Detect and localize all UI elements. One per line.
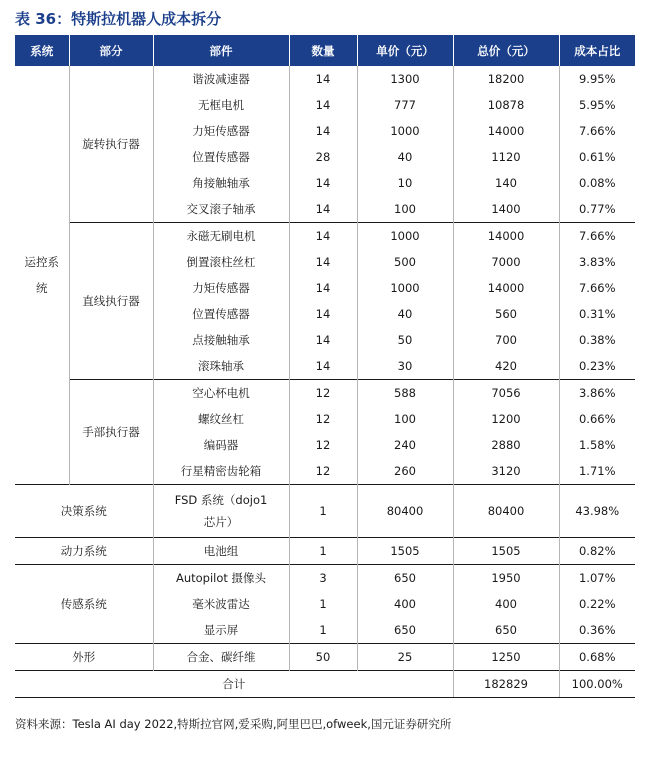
cell-qty: 14 [289,223,357,250]
cell-component: 倒置滚柱丝杠 [153,249,289,275]
group-decision-system: 决策系统 [15,485,153,538]
cell-share: 5.95% [559,92,635,118]
cell-total-price: 1505 [453,538,559,565]
cell-total-price: 140 [453,170,559,196]
table-row [15,223,635,250]
cell-share: 3.86% [559,380,635,407]
cell-total-price: 420 [453,353,559,380]
cell-unit-price: 1000 [357,275,453,301]
cell-unit-price: 10 [357,170,453,196]
header-component: 部件 [153,35,289,66]
cell-unit-price: 40 [357,301,453,327]
cell-share: 0.61% [559,144,635,170]
header-part: 部分 [69,35,153,66]
header-total-price: 总价（元） [453,35,559,66]
header-qty: 数量 [289,35,357,66]
cell-unit-price: 400 [357,591,453,617]
cell-share: 1.71% [559,458,635,485]
source-note: 资料来源：Tesla AI day 2022,特斯拉官网,爱采购,阿里巴巴,ofweek,国元证券研究所 [15,717,452,731]
cell-qty: 12 [289,432,357,458]
cell-component: Autopilot 摄像头 [153,565,289,592]
cell-unit-price: 260 [357,458,453,485]
cell-share: 3.83% [559,249,635,275]
cell-total-price: 650 [453,617,559,644]
cell-unit-price: 240 [357,432,453,458]
cell-unit-price: 1505 [357,538,453,565]
cell-total-price: 3120 [453,458,559,485]
cell-qty: 14 [289,66,357,92]
cell-component: 显示屏 [153,617,289,644]
cell-share: 0.66% [559,406,635,432]
cell-share: 1.58% [559,432,635,458]
cell-total-price: 400 [453,591,559,617]
cell-total-price: 10878 [453,92,559,118]
cell-component: FSD 系统（dojo1 芯片） [153,485,289,538]
cell-share: 7.66% [559,275,635,301]
cell-qty: 14 [289,196,357,223]
cell-unit-price: 1000 [357,223,453,250]
cell-component: 空心杯电机 [153,380,289,407]
cell-share: 43.98% [559,485,635,538]
table-row [15,538,635,565]
total-label: 合计 [15,671,453,698]
cell-total-price: 700 [453,327,559,353]
cell-unit-price: 1000 [357,118,453,144]
cell-qty: 1 [289,591,357,617]
cell-qty: 14 [289,249,357,275]
cell-component: 电池组 [153,538,289,565]
cell-component: 螺纹丝杠 [153,406,289,432]
cell-component: 合金、碳纤维 [153,644,289,671]
cost-breakdown-table [15,35,635,698]
cell-share: 0.31% [559,301,635,327]
cell-component: 位置传感器 [153,144,289,170]
cell-total-price: 1120 [453,144,559,170]
cell-unit-price: 30 [357,353,453,380]
cell-total-price: 80400 [453,485,559,538]
cell-unit-price: 777 [357,92,453,118]
cell-share: 0.36% [559,617,635,644]
cell-share: 1.07% [559,565,635,592]
table-row [15,565,635,592]
cell-qty: 14 [289,353,357,380]
cell-total-price: 18200 [453,66,559,92]
cell-component: 永磁无刷电机 [153,223,289,250]
cell-qty: 14 [289,301,357,327]
group-motion-control: 运控系统 [24,255,59,295]
group-sensing-system: 传感系统 [15,565,153,644]
cell-unit-price: 588 [357,380,453,407]
cell-component: 点接触轴承 [153,327,289,353]
table-row [15,485,635,538]
cell-share: 0.38% [559,327,635,353]
cell-qty: 14 [289,92,357,118]
cell-share: 9.95% [559,66,635,92]
table-row [15,66,635,92]
cell-qty: 1 [289,617,357,644]
cell-total-price: 1250 [453,644,559,671]
cell-component: 毫米波雷达 [153,591,289,617]
subgroup-hand-actuator: 手部执行器 [69,380,153,485]
subgroup-linear-actuator: 直线执行器 [69,223,153,380]
cell-share: 0.08% [559,170,635,196]
cell-unit-price: 500 [357,249,453,275]
cell-qty: 12 [289,458,357,485]
cell-total-price: 7056 [453,380,559,407]
table-title: 表 36：特斯拉机器人成本拆分 [15,10,222,28]
cell-total-price: 14000 [453,223,559,250]
cell-component: 力矩传感器 [153,275,289,301]
cell-share: 7.66% [559,223,635,250]
cell-qty: 12 [289,380,357,407]
cell-unit-price: 100 [357,196,453,223]
subgroup-rotary-actuator: 旋转执行器 [69,66,153,223]
cell-qty: 1 [289,485,357,538]
cell-qty: 14 [289,118,357,144]
cell-unit-price: 25 [357,644,453,671]
cell-total-price: 1200 [453,406,559,432]
cell-total-price: 14000 [453,275,559,301]
cell-share: 0.22% [559,591,635,617]
cell-qty: 14 [289,327,357,353]
cell-total-price: 7000 [453,249,559,275]
cell-component: 滚珠轴承 [153,353,289,380]
group-power-system: 动力系统 [15,538,153,565]
cell-unit-price: 40 [357,144,453,170]
cell-qty: 1 [289,538,357,565]
cell-share: 0.68% [559,644,635,671]
cell-unit-price: 1300 [357,66,453,92]
total-share: 100.00% [559,671,635,698]
cell-component: 谐波减速器 [153,66,289,92]
cell-qty: 50 [289,644,357,671]
cell-component: 位置传感器 [153,301,289,327]
cell-qty: 14 [289,275,357,301]
cell-component: 无框电机 [153,92,289,118]
cell-unit-price: 650 [357,565,453,592]
cell-component: 力矩传感器 [153,118,289,144]
cell-unit-price: 650 [357,617,453,644]
cell-qty: 12 [289,406,357,432]
header-row [15,35,635,66]
table-row [15,380,635,407]
cell-qty: 14 [289,170,357,196]
cell-component: 行星精密齿轮箱 [153,458,289,485]
table-row [15,644,635,671]
header-system: 系统 [15,35,69,66]
cell-component: 交叉滚子轴承 [153,196,289,223]
cell-share: 0.23% [559,353,635,380]
cell-share: 7.66% [559,118,635,144]
cell-total-price: 1400 [453,196,559,223]
cell-total-price: 1950 [453,565,559,592]
cell-qty: 3 [289,565,357,592]
cell-share: 0.77% [559,196,635,223]
cell-share: 0.82% [559,538,635,565]
cell-unit-price: 80400 [357,485,453,538]
cell-total-price: 560 [453,301,559,327]
cell-unit-price: 50 [357,327,453,353]
cell-total-price: 14000 [453,118,559,144]
cell-total-price: 2880 [453,432,559,458]
cell-component: 角接触轴承 [153,170,289,196]
cell-component: 编码器 [153,432,289,458]
total-row [15,671,635,698]
cell-qty: 28 [289,144,357,170]
total-price: 182829 [453,671,559,698]
header-unit-price: 单价（元） [357,35,453,66]
group-body: 外形 [15,644,153,671]
header-share: 成本占比 [559,35,635,66]
cell-unit-price: 100 [357,406,453,432]
